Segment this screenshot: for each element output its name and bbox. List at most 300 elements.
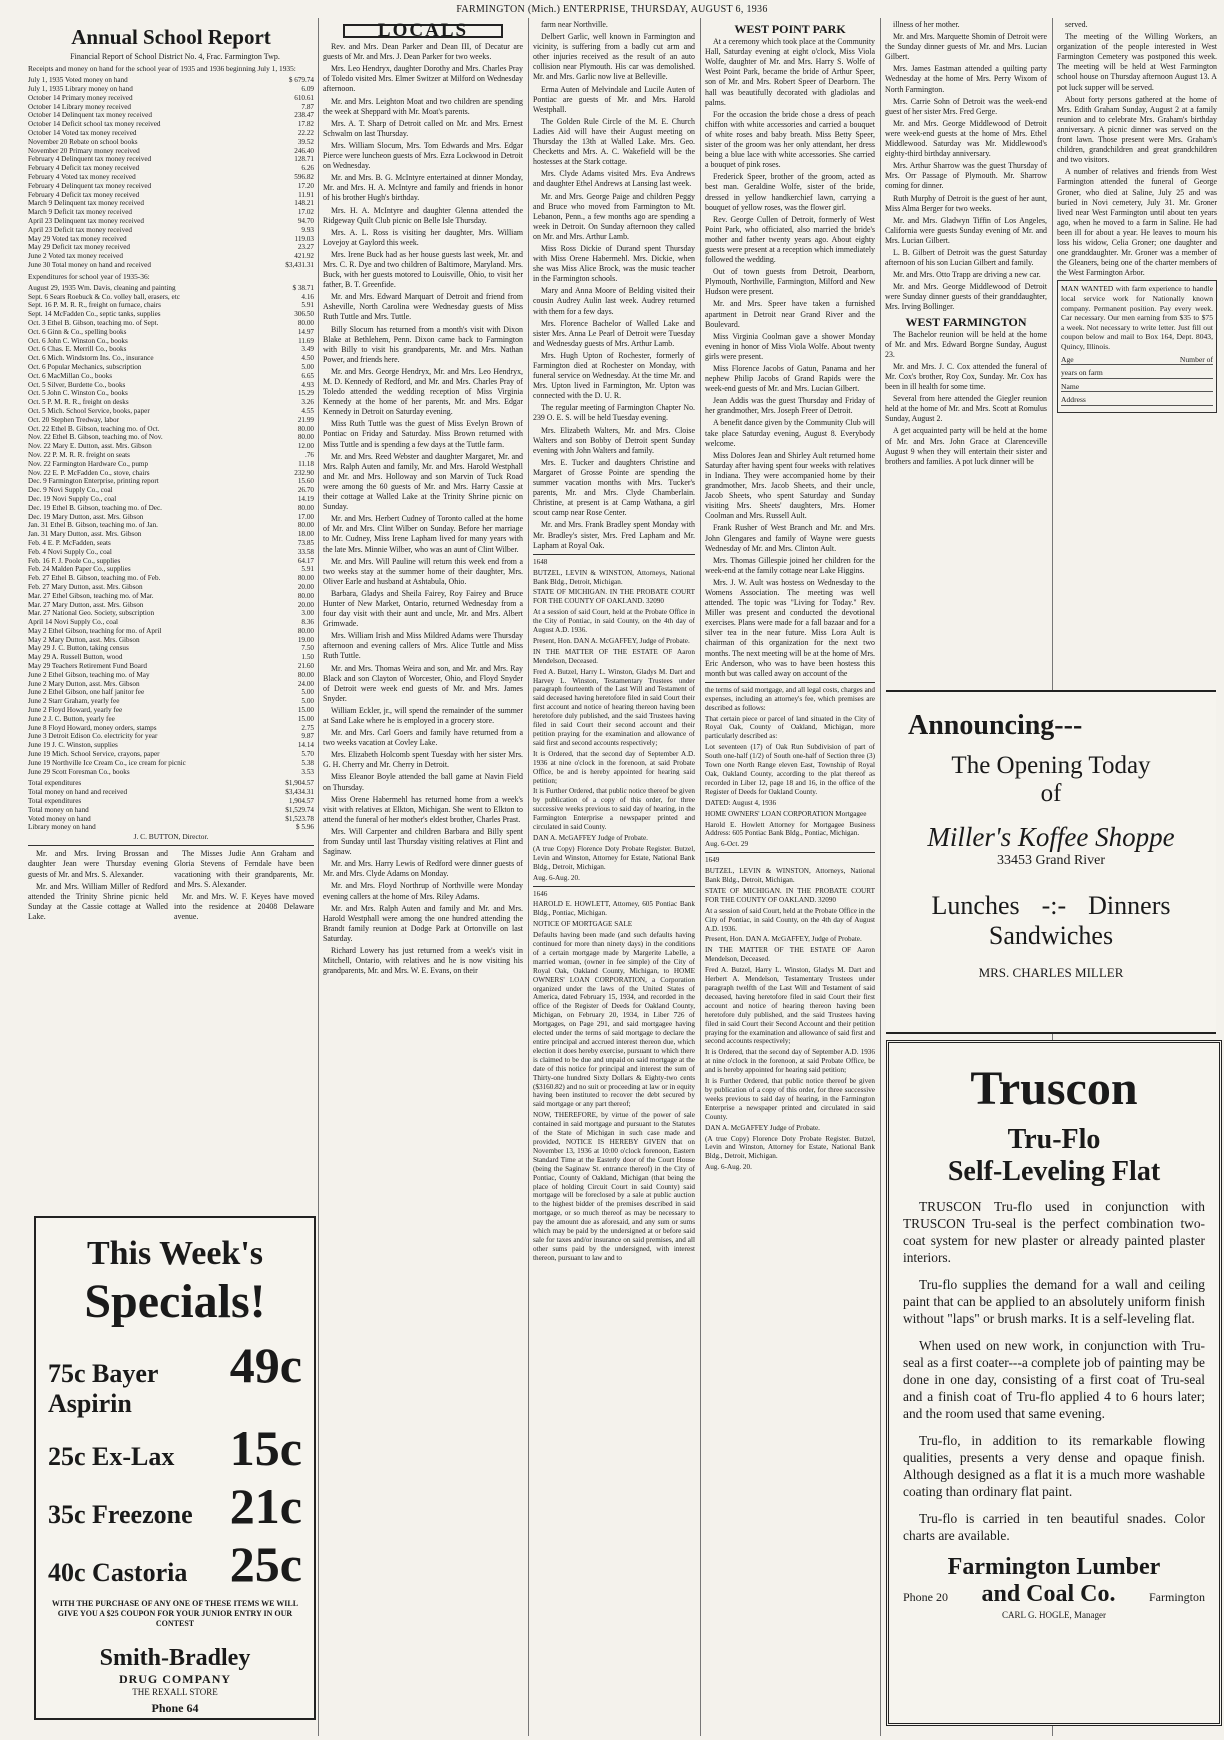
report-row [28,425,314,434]
report-row-amount: 610.61 [294,93,314,102]
news-paragraphs [885,330,1047,467]
store-phone: Phone 64 [151,1701,199,1715]
report-row-amount: 11.69 [298,336,314,345]
report-row [28,583,314,592]
report-row-amount: 7.50 [301,644,314,653]
report-row-label: May 29 A. Russell Button, wood [28,653,123,662]
coupon-label: Age [1061,354,1074,364]
legal-line: NOTICE OF MORTGAGE SALE [533,920,633,929]
report-row [28,76,314,85]
report-row [28,574,314,583]
news-item: Mrs. E. Tucker and daughters Christine and Margaret of Grosse Pointe are spending the summer vacation months with Mrs. Tucker's parents, Mr. and Mrs. Clyde Chamberlain. Christine, at present is at Camp Wathana, a girl scout camp near Rose Center. [533,457,695,518]
report-row-amount: 22.22 [297,128,314,137]
news-item: Mr. and Mrs. Frank Bradley spent Monday with Mr. Bradley's sister, Mrs. Fred Lapham and Mr. Lapham at Royal Oak. [533,520,695,550]
legal-line: DAN A. McGAFFEY Judge of Probate. [705,1123,820,1132]
report-row-amount: 9.93 [301,225,314,234]
legal-line: It is Further Ordered, that public notice thereof be given by publication of a copy of this order, for three successive weeks previous to said day of hearing, in the Farmington Enterprise a newspaper printed and circulated in said County. [533,787,695,832]
report-row-label: June 2 Ethel Gibson, one half janitor fee [28,688,145,697]
specials-list [36,1336,314,1593]
special-item-name: 40c Castoria [48,1558,188,1587]
report-row [28,164,314,173]
coupon-name-field[interactable] [1061,382,1213,393]
legal-line: 1648 [533,557,548,566]
legal-line: BUTZEL, LEVIN & WINSTON, Attorneys, National Bank Bldg., Detroit, Michigan. [533,568,695,586]
report-row-label: October 14 Primary money received [28,93,133,102]
report-row-label: Dec. 9 Farmington Enterprise, printing report [28,477,159,486]
report-row-label: October 14 Voted tax money received [28,128,137,137]
news-item: Mr. and Mrs. George Middlewood of Detroit were week-end guests at the home of Mrs. Ethel Middlewood. Saturday was Mr. Middlewood's eighty-third birthday anniversary. [885,118,1047,159]
special-item-name: 25c Ex-Lax [48,1442,175,1471]
report-row [28,680,314,689]
report-row-label: May 29 Voted tax money received [28,234,127,243]
receipts-total-amount: $3,431.31 [285,260,314,269]
report-row-label: Library money on hand [28,823,96,832]
report-row-label: Feb. 4 E. P. McFadden, seats [28,538,111,547]
local-news-item: Mr. and Mrs. George Hendryx, Mr. and Mrs. Leo Hendryx, M. D. Kennedy of Redford, and Mr. and Mrs. Charles Pray of Toledo attended the wedding reception of Miss Virginia Kennedy at the home of her parents, Mr. and Mrs. Edgar Kennedy in Detroit on Saturday evening. [323,366,523,417]
report-row [28,741,314,750]
local-news-item: Mrs. William Irish and Miss Mildred Adams were Thursday afternoon and evening callers of Mrs. Alice Tuttle and Miss Ruth Tuttle. [323,631,523,661]
report-row-label: May 29 J. C. Button, taking census [28,644,129,653]
report-row-amount: $ 679.74 [288,76,314,85]
report-row-amount: 24.00 [297,679,314,688]
report-row [28,706,314,715]
news-column-4 [705,20,875,1734]
report-row [28,226,314,235]
news-column-3 [533,20,695,1734]
legal-line: Aug. 6-Oct. 29 [705,840,749,849]
report-row-amount: $ 38.71 [292,283,314,292]
report-row-label: Feb. 27 Ethel B. Gibson, teaching mo. of Feb. [28,574,161,583]
report-row-label: Oct. 3 Ethel B. Gibson, teaching mo. of Sept. [28,319,159,327]
news-item: L. B. Gilbert of Detroit was the guest Saturday afternoon of his son Lucian Gilbert and family. [885,247,1047,268]
news-paragraphs [705,37,875,679]
news-item: Mrs. Clyde Adams visited Mrs. Eva Andrews and daughter Ethel Andrews at Lansing last week. [533,169,695,189]
special-item-name: 75c Bayer Aspirin [48,1359,158,1418]
report-row-amount: 21.99 [297,415,314,424]
report-row [28,521,314,530]
report-row-label: Oct. 6 Mich. Windstorm Ins. Co., insurance [28,354,154,363]
news-item: Mrs. Florence Bachelor of Walled Lake and sister Mrs. Anna Le Pearl of Detroit were Tuesday and Wednesday guests of Mrs. Arthur Lamb. [533,318,695,348]
report-row-amount: 4.55 [301,406,314,415]
report-row-amount: 80.00 [297,626,314,635]
report-row-amount: 1.50 [301,653,314,662]
report-row [28,208,314,217]
report-row [28,495,314,504]
report-row-amount: 5.00 [301,688,314,697]
report-row [28,636,314,645]
report-row-amount: 17.20 [297,181,314,190]
report-row-amount: 18.00 [297,530,314,539]
legal-line: Present, Hon. DAN A. McGAFFEY, Judge of Probate. [533,636,690,645]
report-row-label: June 19 Northville Ice Cream Co., ice cream for picnic [28,758,186,767]
report-row-label: June 2 Ethel Gibson, teaching mo. of May [28,670,150,679]
store-name: Smith-Bradley [99,1645,251,1671]
news-item: Mr. and Mrs. Gladwyn Tiffin of Los Angeles, California were guests Sunday evening of Mr. and Mrs. Lucian Gilbert. [885,215,1047,245]
truscon-paragraph: Tru-flo is carried in ten beautiful snades. Color charts are available. [903,1511,1205,1543]
news-item: Mrs. J. W. Ault was hostess on Wednesday to the Womens Association. The meeting was well attended. The topic was "Living for Today." Rev. Miller was present and conducted the devotional exercises. Plans were made for a fall bazaar and for a silver tea in the near future. Miss Lora Ault is chairman of this organization for the next two months. The next meeting will be at the home of Mrs. Eric Anderson, who was to have been hostess this month but was called away on account of the [705,577,875,678]
lunches-text: Lunches [931,891,1020,920]
news-item: Mrs. Carrie Sohn of Detroit was the week-end guest of her sister Mrs. Fred Gerge. [885,96,1047,116]
truscon-paragraph: Tru-flo, in addition to its remarkable flowing qualities, presents a very dense and opaque finish. Although designed as a flat it is a much more washable coating than ordinary flat paint. [903,1433,1205,1499]
report-row [28,697,314,706]
report-row [28,779,314,788]
specials-title-line2: Specials! [84,1275,266,1328]
local-news-item: Miss Ruth Tuttle was the guest of Miss Evelyn Brown of Pontiac on Friday and Saturday. Miss Brown returned with Miss Tuttle and is spending a few days at the Tuttle farm. [323,419,523,449]
report-row-amount: 17.82 [297,120,314,129]
news-item: Delbert Garlic, well known in Farmington and vicinity, is suffering from a badly cut arm and other injuries received as the result of an auto collision near Plymouth. His car was demolished. Mr. and Mrs. Garlic now live at Belleville. [533,32,695,82]
legal-line: STATE OF MICHIGAN. IN THE PROBATE COURT FOR THE COUNTY OF OAKLAND. 32090 [533,588,695,606]
report-row-amount: 80.00 [297,433,314,442]
report-row-amount: 94.70 [297,216,314,225]
news-item: The Bachelor reunion will be held at the home of Mr. and Mrs. Edward Borgne Sunday, August 23. [885,329,1047,359]
report-row-amount: 6.65 [301,371,314,380]
divider [28,845,314,846]
news-item: Miss Ross Dickie of Durand spent Thursday with Miss Orene Habermehl. Mrs. Dickie, when she was Miss Alice Brock, was the music teacher in the Farmington schools. [533,243,695,284]
local-news-item: Richard Lowery has just returned from a week's visit in Mitchell, Ontario, with relatives and he is now visiting his grandparents, Mr. and Mrs. W. E. Evans, on their [323,945,523,976]
report-row-label: August 29, 1935 Wm. Davis, cleaning and painting [28,283,176,292]
local-news-item: Mrs. Leo Hendryx, daughter Dorothy and Mrs. Charles Pray of Toledo visited Mrs. Elmer Switzer at Milford on Wednesday afternoon. [323,64,523,94]
news-item: Frank Rusher of West Branch and Mr. and Mrs. John Glengares and family of Wayne were guests Wednesday of Mr. and Mrs. Clinton Ault. [705,523,875,553]
mortgage-sale-notice [533,890,695,1263]
coupon-age-field[interactable] [1061,355,1213,366]
report-row-amount: 12.00 [297,442,314,451]
report-row [28,806,314,815]
legal-line: (A true Copy) Florence Doty Probate Register. Butzel, Levin and Winston, Attorney for Estate, National Bank Bldg., Detroit, Michigan. [705,1134,875,1161]
report-row [28,94,314,103]
coupon-years-field[interactable] [1061,368,1213,379]
brief-item: The Misses Judie Ann Graham and Gloria Stevens of Ferndale have been vacationing with their grandparents, Mr. and Mrs. S. Alexander. [174,849,314,889]
truscon-paragraph: Tru-flo supplies the demand for a wall and ceiling paint that can be applied to an absolutely uniform finish without "laps" or brush marks. It is a self-leveling flat. [903,1277,1205,1326]
local-news-item: Barbara, Gladys and Sheila Fairey, Roy Fairey and Bruce Hunter of New Market, Ontario, returned Wednesday from a four day visit with their aunt and uncle, Mr. and Mrs. Albert Grimwade. [323,588,523,629]
west-farmington-title: WEST FARMINGTON [905,314,1027,329]
report-row-label: Feb. 24 Malden Paper Co., supplies [28,565,131,574]
report-row-label: July 1, 1935 Library money on hand [28,84,133,93]
report-row-amount: 4.16 [301,292,314,301]
legal-line: Aug. 6-Aug. 20. [705,1163,752,1172]
news-item: A number of relatives and friends from West Farmington attended the funeral of George Groner, who died at Saline, July 25 and was buried in Novi cemetery, July 31. Mr. Groner lived near West Farmington until about ten years ago, when he moved to a farm in Saline. He had been ill for about a year. He leaves to mourn his loss his widow, Celia Groner; one daughter and one granddaughter. Mr. Groner was a member of the Gleaners, being one of the charter members of the West Farmington Arbor. [1057,167,1217,278]
report-row-label: May 29 Deficit tax money received [28,243,130,252]
legal-line: (A true Copy) Florence Doty Probate Register. Butzel, Levin and Winston, Attorney for Estate, National Bank Bldg., Detroit, Michigan. [533,844,695,871]
report-row-label: Oct. 6 John C. Winston Co., books [28,336,128,345]
report-row [28,235,314,244]
brief-item: Mr. and Mrs. Irving Brossan and daughter Jean were Thursday evening guests of Mr. and Mrs. S. Alexander. [28,849,168,879]
news-item: Mr. and Mrs. J. C. Cox attended the funeral of Mr. Cox's brother, Roy Cox, Sunday. Mr. Cox has been in ill health for some time. [885,361,1047,392]
store-tagline: THE REXALL STORE [132,1687,218,1697]
report-row-label: Dec. 19 Ethel B. Gibson, teaching mo. of Dec. [28,503,162,512]
report-row [28,407,314,416]
news-item: Mrs. Elizabeth Walters, Mr. and Mrs. Cloise Walters and son Bobby of Detroit spent Sunday evening with John Walters and family. [533,425,695,455]
report-row-label: March 9 Deficit tax money received [28,208,132,217]
report-row [28,442,314,451]
company-line [889,1581,1219,1608]
company-phone: Phone 20 [903,1590,948,1604]
report-row [28,504,314,513]
report-row-label: Oct. 6 MacMillan Co., books [28,371,113,380]
news-item: Mr. and Mrs. George Paige and children Peggy and Bruce who moved from Farmington to Mt. Lebanon, Penn., a few months ago are spending a week in Detroit. On Sunday afternoon they called on Mr. and Mrs. Arthur Lamb. [533,191,695,241]
news-item: Mrs. Arthur Sharrow was the guest Thursday of Mrs. Orr Passage of Plymouth. Mr. Sharrow coming for dinner. [885,161,1047,191]
report-signature: J. C. BUTTON, Director. [133,832,209,842]
locals-title: LOCALS [343,24,503,38]
report-row-amount: 80.00 [297,574,314,583]
legal-line: It is Ordered, that the second day of September A.D. 1936 at nine o'clock in the forenoon, at said Probate Office, be and is hereby appointed for hearing said petition; [533,749,695,785]
report-row-label: November 20 Rebate on school books [28,137,138,146]
report-row-label: Oct. 6 Chas. E. Merrill Co., books [28,345,127,354]
report-row-amount: $1,904.57 [285,779,314,788]
report-row [28,243,314,252]
truscon-brand: Truscon [970,1062,1138,1115]
local-news-item: Mrs. A. L. Ross is visiting her daughter, Mrs. William Lovejoy at Gaylord this week. [323,227,523,247]
receipts-total [28,261,314,270]
report-row-label: Sept. 14 McFadden Co., septic tanks, supplies [28,310,161,319]
legal-line: IN THE MATTER OF THE ESTATE OF Aaron Mendelson, Deceased. [705,946,875,964]
news-item: Miss Virginia Coolman gave a shower Monday evening in honor of Miss Viola Wolfe. About twenty girls were present. [705,331,875,361]
legal-line: It is Ordered, that the second day of September A.D. 1936 at nine o'clock in the forenoon, at said Probate Office, be and is hereby appointed for hearing said petition; [705,1048,875,1075]
receipts-table [28,76,314,261]
local-news-item: Mr. and Mrs. Thomas Weira and son, and Mr. and Mrs. Ray Black and son Clayton of Worcester, Ohio, and Floyd Snyder of Detroit were week end guests of Mr. and Mrs. James Snyder. [323,663,523,703]
legal-line: Present, Hon. DAN A. McGAFFEY, Judge of Probate. [705,935,862,944]
report-row-label: February 4 Delinquent tax money received [28,181,152,190]
divider [705,852,875,853]
report-row-amount: 14.14 [297,741,314,750]
sandwiches-text: Sandwiches [988,921,1114,950]
report-row [28,530,314,539]
report-row [28,688,314,697]
report-row-amount: 26.70 [297,486,314,495]
report-row-amount: 3.49 [301,345,314,354]
local-news-item: Billy Slocum has returned from a month's visit with Dixon Blake at Bethlehem, Penn. Dixon came back to Farmington with Billy to visit his grandparents, Mr. and Mrs. Nathan Power, and friends here. [323,324,523,364]
report-row [28,328,314,337]
report-row [28,618,314,627]
report-row-amount: 3.00 [301,609,314,618]
report-row [28,671,314,680]
report-row [28,129,314,138]
report-row-label: Mar. 27 National Geo. Society, subscription [28,609,155,618]
report-row-amount: 23.27 [297,243,314,252]
report-row-amount: 6.09 [301,84,314,93]
report-row [28,191,314,200]
report-row-amount: 6.26 [301,164,314,173]
report-row-amount: 7.87 [301,102,314,111]
report-row-label: Jan. 31 Mary Dutton, asst. Mrs. Gibson [28,530,142,539]
legal-line: Defaults having been made (and such defaults having continued for more than ninety days) in the conditions of a certain mortgage made by Margerite Labelle, a married woman, (owner in fee simple) of the City of Royal Oak, Oakland County, Michigan, to HOME OWNERS' LOAN CORPORATION, a Corporation organized under the laws of the United States of America, dated February 15, 1934, and recorded in the office of the Register of Deeds for Oakland County, Michigan, on February 20, 1934, in Liber 726 of Mortgages, on Page 291, and said mortgagee having elected under the terms of said mortgage to declare the entire principal and accrued interest thereon due, which election it does hereby exercise, pursuant to which there is claimed to be due and unpaid on said mortgage at the date of this notice for principal and interest the sum of Thirty-one hundred Sixty Dollars & Eighty-two cents ($3160.82) and no suit or proceeding at law or in equity having been instituted to recover the debt secured by said mortgage or any part thereof; [533,931,695,1109]
report-row-amount: 64.17 [297,556,314,565]
special-item-name: 35c Freezone [48,1500,193,1529]
report-row-amount: 421.92 [294,252,314,261]
report-row-label: Oct. 5 Mich. School Service, books, paper [28,406,150,415]
locals-column [323,20,523,1734]
brief-item: Mr. and Mrs. W. F. Keyes have moved into the residence at 20408 Delaware avenue. [174,891,314,921]
news-item: A benefit dance given by the Community Club will take place Saturday evening, August 8. Everybody welcome. [705,418,875,448]
news-item: The meeting of the Willing Workers, an organization of the people interested in West Farmington Cemetery was postponed this week. The meeting will be held at West Farmington school house on Thursday afternoon August 13. A pot luck supper will be served. [1057,32,1217,92]
report-row [28,319,314,328]
separator-text: -:- [1041,891,1067,920]
news-item: At a ceremony which took place at the Community Hall, Saturday evening at eight o'clock, Miss Viola Wolfe, daughter of Mr. and Mrs. Harry S. Wolfe of West Point Park, became the bride of Arthur Speer, son of Mr. and Mrs. Robert Speer of Dearborn. The hall was beautifully decorated with gladiolas and palms. [705,37,875,107]
specials-ad [34,1216,316,1720]
local-news-item: Mr. and Mrs. Herbert Cudney of Toronto called at the home of Mr. and Mrs. Clint Wilber on Sunday. Before her marriage to Mr. Cudney, Miss Irene Lapham lived for many years with the late Mrs. Minnie Wilber, who was an aunt of Clint Wilber. [323,514,523,554]
report-row [28,653,314,662]
truscon-product-line2: Self-Leveling Flat [947,1156,1161,1187]
report-row-label: Nov. 22 Farmington Hardware Co., pump [28,459,149,468]
brief-item: Mr. and Mrs. William Miller of Redford attended the Trinity Shrine picnic held Sunday at the Cassie cottage at Walled Lake. [28,881,168,921]
report-row [28,252,314,261]
news-item: Mrs. Hugh Upton of Rochester, formerly of Farmington died at Rochester on Monday, with funeral service on Wednesday. At the time Mr. and Mrs. Upton lived in Farmington, Mr. Upton was connected with the D. U. R. [533,350,695,401]
report-row [28,381,314,390]
report-row [28,715,314,724]
news-item: A get acquainted party will be held at the home of Mr. and Mrs. John Grace at Clarenceville August 9 when they will entertain their sister and brothers and families. A pot luck dinner will be [885,426,1047,466]
report-row [28,788,314,797]
local-news-item: Mrs. Elizabeth Holcomb spent Tuesday with her sister Mrs. G. H. Cherry and Mr. Cherry in Detroit. [323,750,523,770]
divider [705,682,875,683]
report-row [28,85,314,94]
truscon-ad [886,1040,1222,1726]
local-news-item: Mrs. A. T. Sharp of Detroit called on Mr. and Mrs. Ernest Schwalm on last Thursday. [323,118,523,138]
coupon-label: Number of [1179,354,1213,364]
report-row-label: May 29 Teachers Retirement Fund Board [28,662,147,671]
legal-line: NOW, THEREFORE, by virtue of the power of sale contained in said mortgage and pursuant to the Statutes of the State of Michigan in such case made and provided, NOTICE IS HEREBY GIVEN that on November 13, 1936 at 10:00 o'clock forenoon, Eastern Standard Time at the Easterly door of the Court House (being the Saginaw St. entrance thereof) in the City of Pontiac, County of Oakland, Michigan (that being the place of holding Circuit Court in said County) said mortgage will be foreclosed by a sale at public auction to the highest bidder of the premises described in said mortgage, or so much thereof as may be necessary to pay the amount due as aforesaid, and any sum or sums which may be paid by the undersigned at or before said sale for taxes and/or insurance on said premises, and all other sums paid by the undersigned, with interest thereon, pursuant to law and to [533,1111,695,1262]
report-row [28,486,314,495]
coupon-address-field[interactable] [1061,395,1213,406]
report-title: Annual School Report [71,25,271,49]
report-row-label: Mar. 27 Ethel Gibson, teaching mo. of Mar. [28,591,154,600]
report-row-label: June 29 Scott Foresman Co., books [28,767,130,776]
report-row-amount: $1,529.74 [285,805,314,814]
local-news-item: Mr. and Mrs. Ralph Auten and family and Mr. and Mrs. Harold Westphall were among the one hundred attending the Brandt family reunion at Dodge Park at Ortonville on last Saturday. [323,903,523,943]
report-row [28,609,314,618]
opening-today-text: The Opening Today [951,752,1151,779]
local-news-item: Mr. and Mrs. Leighton Moat and two children are spending the week at Sheppard with Mr. Moat's parents. [323,96,523,116]
report-row-amount: 80.00 [297,424,314,433]
news-item: Mr. and Mrs. Speer have taken a furnished apartment in Detroit near Grand River and the Boulevard. [705,299,875,329]
local-news-item: Mr. and Mrs. Carl Goers and family have returned from a two weeks vacation at Covley Lake. [323,728,523,748]
report-row-label: November 20 Primary money received [28,146,140,155]
report-row [28,724,314,733]
report-row-amount: 80.00 [297,521,314,530]
report-row-amount: 148.21 [294,199,314,208]
news-item: The Golden Rule Circle of the M. E. Church Ladies Aid will have their August meeting on Thursday the 13th at Walled Lake. Mrs. Geo. Checketts and Mrs. A. C. Wakefield will be the hostesses at the Stark cottage. [533,116,695,167]
report-row [28,120,314,129]
report-row-amount: 15.00 [297,706,314,715]
report-row-label: June 2 Mary Dutton, asst. Mrs. Gibson [28,679,140,688]
mortgage-sale-notice-cont [705,686,875,849]
report-row-amount: .76 [305,450,314,459]
report-row-amount: 5.00 [301,697,314,706]
report-row [28,155,314,164]
news-item: Mary and Anna Moore of Belding visited their cousin Audrey Aulin last week. Audrey returned with them for a few days. [533,286,695,316]
report-row-label: Oct. 5 John C. Winston Co., books [28,389,128,398]
report-row-label: Total money on hand [28,805,89,814]
local-news-item: Mr. and Mrs. Will Pauline will return this week end from a two weeks stay at the summer home of their daughter, Mrs. Oliver Earle and husband at Ashtabula, Ohio. [323,556,523,586]
report-subtitle: Financial Report of School District No. 4, Frac. Farmington Twp. [70,52,280,61]
news-item: Mr. and Mrs. Otto Trapp are driving a new car. [893,270,1041,280]
report-row-amount: 128.71 [294,155,314,164]
dinners-text: Dinners [1088,891,1171,920]
report-row [28,138,314,147]
report-row-label: Nov. 22 Ethel B. Gibson, teaching mo. of Nov. [28,433,163,442]
report-row-amount: 596.82 [294,172,314,181]
column-rule [528,18,529,1736]
report-row [28,644,314,653]
special-item [36,1336,314,1419]
legal-line: the terms of said mortgage, and all legal costs, charges and expenses, including an attorney's fee, which premises are described as follows: [705,685,875,712]
report-row-amount: 5.00 [301,362,314,371]
report-row [28,759,314,768]
column-rule [700,18,701,1736]
report-row-label: Oct. 5 Silver, Burdette Co., books [28,380,126,389]
report-row [28,732,314,741]
news-item: farm near Northville. [541,20,608,29]
news-item: Miss Florence Jacobs of Gatun, Panama and her nephew Philip Jacobs of Grand Rapids were the week-end guests of Mr. and Mrs. Lucian Gilbert. [705,364,875,394]
news-item: The regular meeting of Farmington Chapter No. 239 O. E. S. will be held Tuesday evening. [533,403,695,423]
report-row-amount: 11.91 [298,190,314,199]
report-row-amount: 3.26 [301,398,314,407]
special-item [36,1419,314,1477]
report-row [28,111,314,120]
report-row-amount: 80.00 [297,670,314,679]
news-paragraphs [533,20,695,551]
report-row-label: Dec. 9 Novi Supply Co., coal [28,486,113,495]
man-wanted-text: MAN WANTED with farm experience to handle local service work for Nationally known company. Permanent position. Pay every week. Car necessary. Our men earning from $35 to $75 a week. Not necessary to write letter. Just fill out coupon below and mail to Box 164, Dept. 8043, Quincy, Illinois. [1061,284,1213,351]
news-item: served. [1065,20,1088,29]
legal-line: Harold E. Howlett Attorney for Mortgagee Business Address: 605 Pontiac Bank Bldg., Pontiac, Michigan. [705,820,875,838]
report-row-label: Mar. 27 Mary Dutton, asst. Mrs. Gibson [28,600,144,609]
report-row-amount: 15.00 [297,714,314,723]
report-row [28,416,314,425]
report-row-label: Sept. 16 P. M. R. R., freight on furnace, chairs [28,301,161,310]
report-row [28,601,314,610]
report-row-amount: 5.91 [301,565,314,574]
news-item: Ruth Murphy of Detroit is the guest of her aunt, Miss Alma Berger for two weeks. [885,193,1047,213]
report-row [28,398,314,407]
report-row-label: Nov. 22 E. P. McFadden Co., stove, chairs [28,468,150,477]
report-row [28,477,314,486]
local-news-item: Mrs. H. A. McIntyre and daughter Glenna attended the Ridgeway Quilt Club picnic on Belle Isle Thursday. [323,205,523,225]
report-row-label: June 19 Mich. School Service, crayons, paper [28,750,160,759]
legal-line: 1646 [533,889,548,898]
report-row-label: February 4 Delinquent tax money received [28,155,152,164]
man-wanted-ad [1057,280,1217,413]
legal-line: BUTZEL, LEVIN & WINSTON, Attorneys, National Bank Bldg., Detroit, Michigan. [705,867,875,885]
report-row-amount: 14.97 [297,327,314,336]
report-row-label: April 23 Delinquent tax money received [28,216,144,225]
report-row-amount: $3,434.31 [285,788,314,797]
report-row-amount: 19.00 [297,635,314,644]
report-row [28,354,314,363]
report-row-amount: 5.38 [301,758,314,767]
report-row-label: Total expenditures [28,779,82,788]
probate-notice [705,856,875,1172]
report-row [28,768,314,777]
announcing-text: Announcing--- [908,710,1083,741]
news-column-6 [1057,20,1217,680]
news-item: Mrs. James Eastman attended a quilting party Wednesday at the home of Mrs. Perry Wixom of North Farmington. [885,64,1047,94]
truscon-product: Tru-Flo [1007,1124,1101,1155]
coupon-label: years on farm [1061,368,1103,378]
report-row-label: Feb. 4 Novi Supply Co., coal [28,547,112,556]
news-item: Mrs. Thomas Gillespie joined her children for the week-end at the family cottage near Lake Higgins. [705,555,875,575]
local-news-item: Mr. and Mrs. Edward Marquart of Detroit and friend from Asheville, North Carolina were Wednesday guests of Miss Ruth Tuttle and Mrs. Tuttle. [323,292,523,322]
report-row-amount: 232.90 [294,468,314,477]
report-row-amount: 17.00 [297,512,314,521]
masthead: FARMINGTON (Mich.) ENTERPRISE, THURSDAY, AUGUST 6, 1936 [456,4,768,15]
report-row-label: October 14 Library money received [28,102,131,111]
report-row-amount: 1,904.57 [288,797,314,806]
report-row [28,337,314,346]
report-row-label: Dec. 19 Novi Supply Co., coal [28,494,117,503]
local-news-item: Rev. and Mrs. Dean Parker and Dean III, of Decatur are guests of Mr. and Mrs. J. Dean Parker for two weeks. [323,42,523,62]
report-row [28,173,314,182]
legal-line: At a session of said Court, held at the Probate Office in the City of Pontiac, in said County, on the 4th day of August A.D. 1936. [705,906,875,933]
local-news-item: Mr. and Mrs. Reed Webster and daughter Margaret, Mr. and Mrs. Ralph Auten and family, Mr. and Mrs. Harold Westphall and Mr. and Mrs. Holloway and son Marvin of Tuck Road were among the 60 guests of Mr. and Mrs. Harry Cassie at their cottage at Walled Lake at the Trinity Shrine picnic on Sunday. [323,451,523,512]
